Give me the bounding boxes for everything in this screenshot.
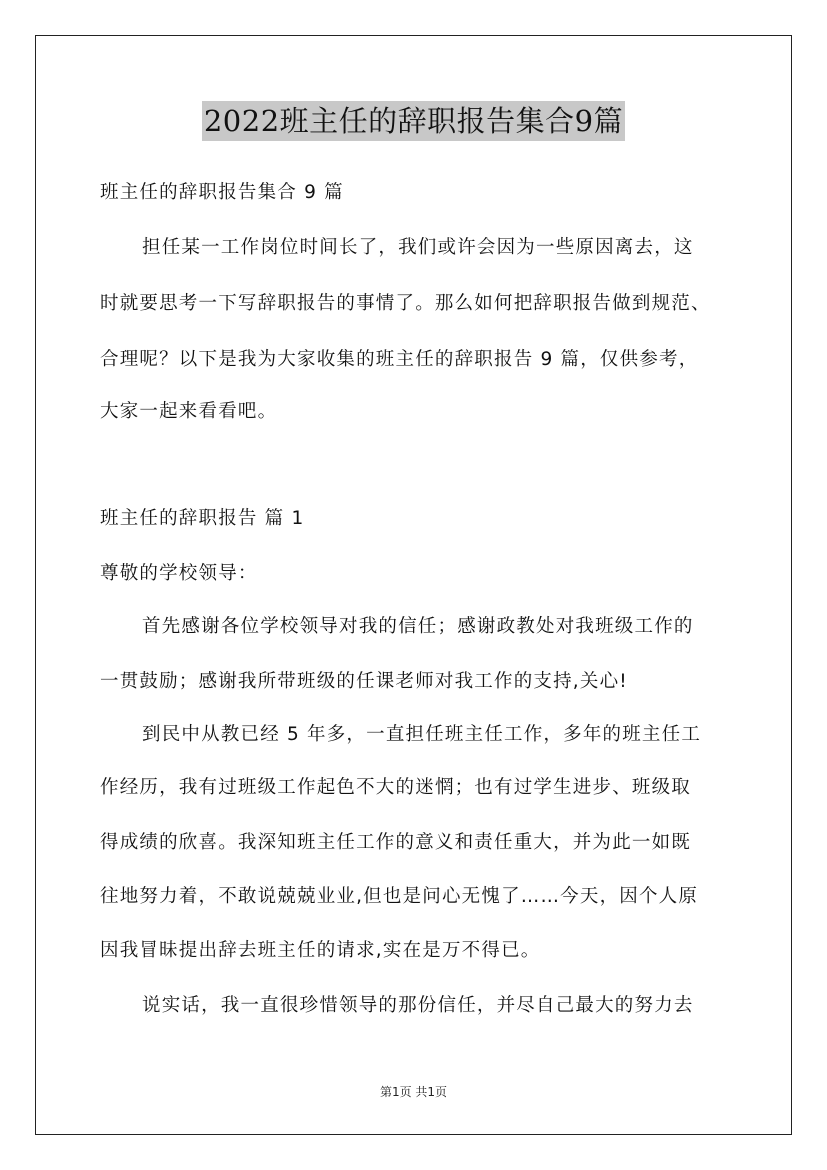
paragraph-1-line-1: 首先感谢各位学校领导对我的信任；感谢政教处对我班级工作的 bbox=[142, 616, 694, 637]
paragraph-2-line-4: 往地努力着，不敢说兢兢业业,但也是问心无愧了……今天，因个人原 bbox=[100, 886, 699, 907]
paragraph-2-line-1: 到民中从教已经 5 年多，一直担任班主任工作，多年的班主任工 bbox=[142, 724, 702, 745]
document-subtitle: 班主任的辞职报告集合 9 篇 bbox=[100, 182, 344, 203]
paragraph-1-line-2: 一贯鼓励；感谢我所带班级的任课老师对我工作的支持,关心! bbox=[100, 671, 628, 692]
paragraph-2-line-5: 因我冒昧提出辞去班主任的请求,实在是万不得已。 bbox=[100, 940, 541, 961]
document-title: 2022班主任的辞职报告集合9篇 bbox=[202, 101, 625, 141]
page-footer: 第1页 共1页 bbox=[379, 1085, 448, 1099]
paragraph-2-line-2: 作经历，我有过班级工作起色不大的迷惘；也有过学生进步、班级取 bbox=[100, 777, 692, 798]
title-container bbox=[0, 101, 827, 141]
intro-line-4: 大家一起来看看吧。 bbox=[100, 401, 278, 422]
section-heading: 班主任的辞职报告 篇 1 bbox=[100, 508, 305, 529]
paragraph-3-line-1: 说实话，我一直很珍惜领导的那份信任，并尽自己最大的努力去 bbox=[142, 995, 694, 1016]
intro-line-3: 合理呢？以下是我为大家收集的班主任的辞职报告 9 篇，仅供参考， bbox=[100, 349, 699, 370]
salutation: 尊敬的学校领导： bbox=[100, 563, 258, 584]
intro-line-2: 时就要思考一下写辞职报告的事情了。那么如何把辞职报告做到规范、 bbox=[100, 293, 711, 314]
intro-line-1: 担任某一工作岗位时间长了，我们或许会因为一些原因离去，这 bbox=[142, 237, 694, 258]
paragraph-2-line-3: 得成绩的欣喜。我深知班主任工作的意义和责任重大，并为此一如既 bbox=[100, 832, 692, 853]
